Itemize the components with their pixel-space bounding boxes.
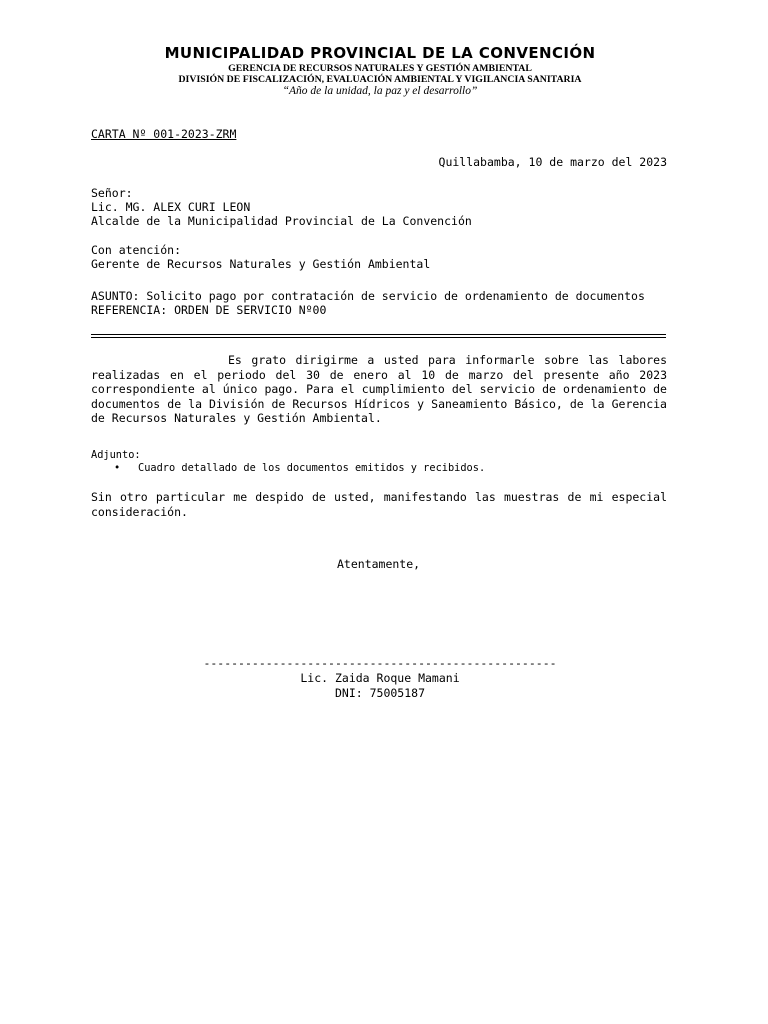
closing-paragraph: Sin otro particular me despido de usted, manifestando las muestras de mi especial consideración. xyxy=(91,490,667,519)
letter-date: Quillabamba, 10 de marzo del 2023 xyxy=(438,155,667,169)
municipality-title: MUNICIPALIDAD PROVINCIAL DE LA CONVENCIÓN xyxy=(164,44,596,62)
division-subtitle: DIVISIÓN DE FISCALIZACIÓN, EVALUACIÓN AMBIENTAL Y VIGILANCIA SANITARIA xyxy=(178,74,582,85)
divider-bottom xyxy=(91,337,666,338)
recipient-title: Alcalde de la Municipalidad Provincial de La Convención xyxy=(91,214,472,228)
letter-body: Es grato dirigirme a usted para informarle sobre las labores realizadas en el periodo del 30 de enero al 10 de marzo del presente año 2023 correspondiente al único pago. Para el cumplimiento del servicio de ordenamiento de documentos de la División de Recursos Hídricos y Saneamiento Básico, de la Gerencia de Recursos Naturales y Gestión Ambiental. xyxy=(91,353,667,426)
signer-name: Lic. Zaida Roque Mamani xyxy=(300,671,460,685)
recipient-name: Lic. MG. ALEX CURI LEON xyxy=(91,200,251,214)
signature-line: --------------------------------------------------- xyxy=(203,656,557,670)
year-motto: “Año de la unidad, la paz y el desarrollo” xyxy=(282,85,478,97)
signer-id: DNI: 75005187 xyxy=(334,686,425,700)
attention-label: Con atención: xyxy=(91,243,182,257)
attachment-item: Cuadro detallado de los documentos emitidos y recibidos. xyxy=(138,462,486,474)
reference: REFERENCIA: ORDEN DE SERVICIO Nº00 xyxy=(91,303,327,317)
attachment-label: Adjunto: xyxy=(91,449,141,461)
farewell: Atentamente, xyxy=(337,557,421,571)
divider-top xyxy=(91,334,666,335)
department-subtitle: GERENCIA DE RECURSOS NATURALES Y GESTIÓN AMBIENTAL xyxy=(228,63,532,74)
letter-number: CARTA Nº 001-2023-ZRM xyxy=(91,127,237,141)
subject: ASUNTO: Solicito pago por contratación de servicio de ordenamiento de documentos xyxy=(91,289,645,303)
salutation: Señor: xyxy=(91,186,133,200)
attention-to: Gerente de Recursos Naturales y Gestión Ambiental xyxy=(91,257,431,271)
bullet-icon: • xyxy=(114,462,121,474)
